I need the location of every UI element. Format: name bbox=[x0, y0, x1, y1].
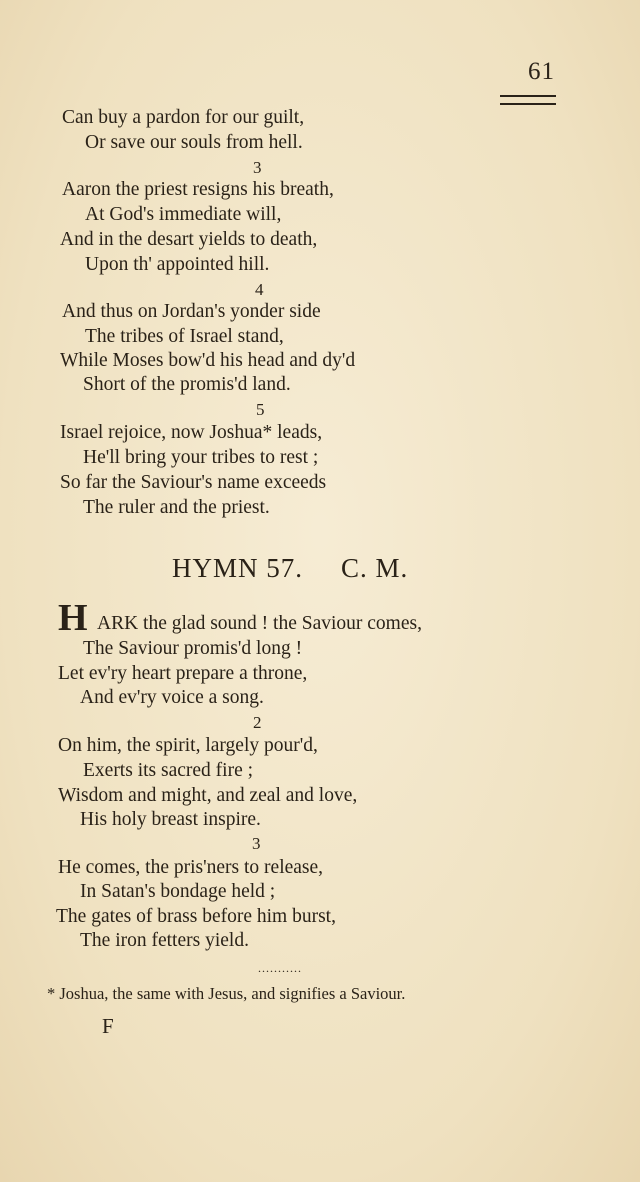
verse-line: Let ev'ry heart prepare a throne, bbox=[58, 663, 308, 684]
verse-line: And ev'ry voice a song. bbox=[80, 687, 264, 708]
verse-line: On him, the spirit, largely pour'd, bbox=[58, 735, 318, 756]
stanza-number: 3 bbox=[253, 158, 262, 177]
verse-line: His holy breast inspire. bbox=[80, 809, 261, 830]
hymn-heading bbox=[172, 553, 408, 584]
verse-line: In Satan's bondage held ; bbox=[80, 881, 276, 902]
drop-cap: H bbox=[58, 597, 88, 639]
footnote-separator: ........... bbox=[258, 961, 302, 975]
verse-line: Wisdom and might, and zeal and love, bbox=[58, 785, 358, 806]
stanza-number: 5 bbox=[256, 400, 265, 419]
verse-line: And in the desart yields to death, bbox=[60, 229, 318, 250]
verse-line: ARK the glad sound ! the Saviour comes, bbox=[97, 613, 422, 634]
footnote: * Joshua, the same with Jesus, and signifies a Saviour. bbox=[47, 984, 406, 1003]
hymn-title: HYMN 57. bbox=[172, 553, 304, 583]
stanza-number: 3 bbox=[252, 834, 261, 853]
verse-line: He comes, the pris'ners to release, bbox=[58, 857, 324, 878]
verse-line: The ruler and the priest. bbox=[83, 497, 270, 518]
signature-mark: F bbox=[102, 1014, 114, 1038]
verse-line: The iron fetters yield. bbox=[80, 930, 249, 951]
verse-line: Or save our souls from hell. bbox=[85, 132, 303, 153]
verse-line: At God's immediate will, bbox=[85, 204, 282, 225]
verse-line: Exerts its sacred fire ; bbox=[83, 760, 254, 781]
header-rule bbox=[500, 95, 556, 105]
verse-line: The Saviour promis'd long ! bbox=[83, 638, 303, 659]
verse-line: Can buy a pardon for our guilt, bbox=[62, 107, 305, 128]
verse-line: Short of the promis'd land. bbox=[83, 374, 291, 395]
verse-line: So far the Saviour's name exceeds bbox=[60, 472, 327, 493]
hymn-meter: C. M. bbox=[341, 553, 409, 583]
verse-line: He'll bring your tribes to rest ; bbox=[83, 447, 319, 468]
stanza-number: 4 bbox=[255, 280, 264, 299]
verse-line: And thus on Jordan's yonder side bbox=[62, 301, 321, 322]
stanza-number: 2 bbox=[253, 713, 262, 732]
verse-line: The tribes of Israel stand, bbox=[85, 326, 284, 347]
verse-line: Israel rejoice, now Joshua* leads, bbox=[60, 422, 323, 443]
verse-line: The gates of brass before him burst, bbox=[56, 906, 336, 927]
verse-line: While Moses bow'd his head and dy'd bbox=[60, 350, 356, 371]
verse-line: Upon th' appointed hill. bbox=[85, 254, 270, 275]
verse-line: Aaron the priest resigns his breath, bbox=[62, 179, 334, 200]
page-number: 61 bbox=[528, 58, 555, 85]
